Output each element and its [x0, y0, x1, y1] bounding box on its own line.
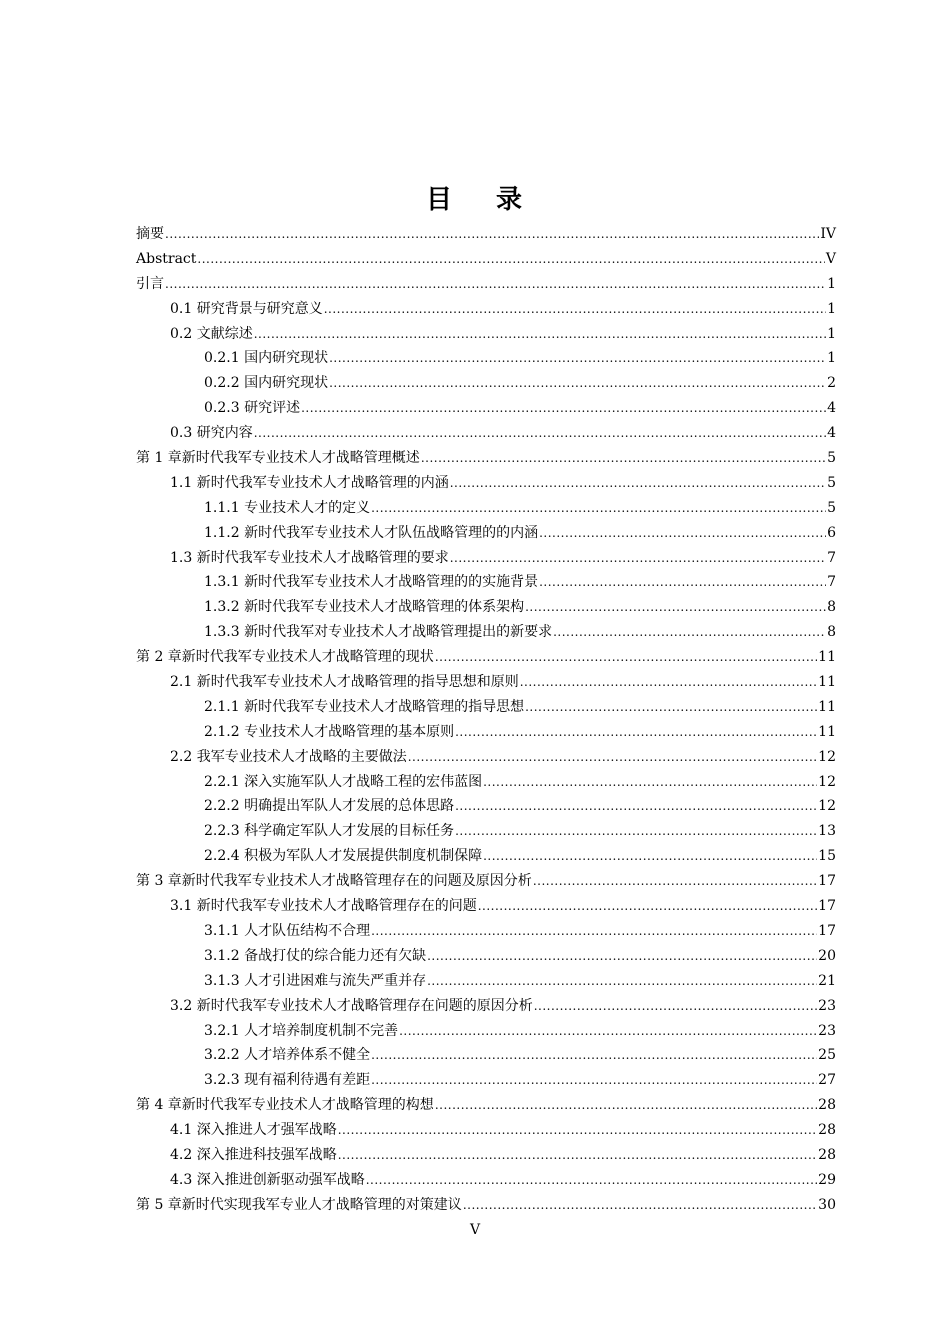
toc-entry-page: 12	[818, 748, 836, 765]
toc-leader-dots	[324, 297, 826, 322]
toc-leader-dots	[165, 272, 826, 297]
toc-entry-label: 3.1.1 人才队伍结构不合理	[204, 922, 371, 939]
toc-leader-dots	[371, 1068, 817, 1093]
toc-entry[interactable]	[136, 745, 836, 770]
toc-entry-label: Abstract	[136, 250, 197, 267]
toc-leader-dots	[338, 1143, 817, 1168]
toc-entry-label: 4.1 深入推进人才强军战略	[170, 1122, 337, 1139]
toc-entry-label: 2.2.1 深入实施军队人才战略工程的宏伟蓝图	[204, 773, 483, 790]
toc-entry-page: 23	[818, 1022, 836, 1039]
toc-entry-label: 第 1 章新时代我军专业技术人才战略管理概述	[136, 450, 420, 467]
toc-entry[interactable]	[136, 396, 836, 421]
toc-entry-page: 23	[818, 997, 836, 1014]
toc-entry-label: 1.1.2 新时代我军专业技术人才队伍战略管理的的内涵	[204, 524, 539, 541]
toc-entry-label: 3.2.3 现有福利待遇有差距	[204, 1072, 371, 1089]
toc-entry-label: 1.1.1 专业技术人才的定义	[204, 499, 371, 516]
toc-entry-page: 2	[827, 375, 836, 392]
toc-entry[interactable]	[136, 1093, 836, 1118]
toc-entry-page: 20	[818, 947, 836, 964]
toc-leader-dots	[525, 595, 826, 620]
toc-entry[interactable]	[136, 770, 836, 795]
toc-entry-label: 0.2 文献综述	[170, 325, 253, 342]
toc-entry[interactable]	[136, 869, 836, 894]
toc-entry[interactable]	[136, 1019, 836, 1044]
toc-entry[interactable]	[136, 222, 836, 247]
toc-entry-page: 30	[818, 1196, 836, 1213]
toc-entry[interactable]	[136, 670, 836, 695]
toc-leader-dots	[165, 222, 819, 247]
toc-entry-label: 0.2.1 国内研究现状	[204, 350, 329, 367]
toc-entry[interactable]	[136, 794, 836, 819]
toc-entry[interactable]	[136, 371, 836, 396]
toc-entry-page: 5	[827, 474, 836, 491]
toc-leader-dots	[371, 919, 817, 944]
toc-entry-page: 12	[818, 798, 836, 815]
toc-leader-dots	[408, 745, 817, 770]
toc-leader-dots	[450, 546, 826, 571]
toc-entry[interactable]	[136, 1118, 836, 1143]
toc-entry-page: 1	[827, 275, 836, 292]
toc-entry[interactable]	[136, 272, 836, 297]
toc-leader-dots	[338, 1118, 817, 1143]
toc-leader-dots	[421, 446, 826, 471]
toc-leader-dots	[520, 670, 817, 695]
toc-entry[interactable]	[136, 521, 836, 546]
toc-entry-page: 27	[818, 1072, 836, 1089]
toc-entry-page: 1	[827, 325, 836, 342]
toc-entry-page: 29	[818, 1171, 836, 1188]
toc-entry[interactable]	[136, 546, 836, 571]
toc-leader-dots	[483, 844, 817, 869]
toc-entry-page: 8	[827, 599, 836, 616]
toc-entry-label: 3.2.1 人才培养制度机制不完善	[204, 1022, 399, 1039]
toc-leader-dots	[525, 695, 817, 720]
toc-entry[interactable]	[136, 421, 836, 446]
toc-entry[interactable]	[136, 446, 836, 471]
toc-entry-page: 17	[818, 898, 836, 915]
toc-entry-page: 15	[818, 848, 836, 865]
toc-entry-label: 第 3 章新时代我军专业技术人才战略管理存在的问题及原因分析	[136, 873, 532, 890]
toc-entry[interactable]	[136, 969, 836, 994]
toc-entry[interactable]	[136, 994, 836, 1019]
toc-leader-dots	[427, 944, 817, 969]
toc-entry[interactable]	[136, 844, 836, 869]
toc-entry-page: 25	[818, 1047, 836, 1064]
toc-entry-label: 2.2.3 科学确定军队人才发展的目标任务	[204, 823, 455, 840]
toc-entry-label: 第 4 章新时代我军专业技术人才战略管理的构想	[136, 1097, 434, 1114]
toc-title-char-1: 目	[425, 185, 454, 215]
toc-entry-page: 4	[827, 425, 836, 442]
toc-title	[0, 180, 950, 220]
toc-entry-page: 28	[818, 1122, 836, 1139]
toc-leader-dots	[435, 1093, 817, 1118]
toc-entry-label: 3.1.2 备战打仗的综合能力还有欠缺	[204, 947, 427, 964]
toc-entry[interactable]	[136, 919, 836, 944]
toc-leader-dots	[254, 322, 826, 347]
toc-leader-dots	[435, 645, 817, 670]
toc-leader-dots	[366, 1168, 817, 1193]
toc-entry[interactable]	[136, 944, 836, 969]
toc-leader-dots	[534, 994, 817, 1019]
toc-leader-dots	[329, 346, 826, 371]
toc-entry-label: 2.1 新时代我军专业技术人才战略管理的指导思想和原则	[170, 674, 519, 691]
toc-entry[interactable]	[136, 297, 836, 322]
toc-leader-dots	[539, 521, 826, 546]
toc-entry-label: 3.1 新时代我军专业技术人才战略管理存在的问题	[170, 898, 477, 915]
toc-leader-dots	[463, 1193, 817, 1218]
toc-entry-label: 2.2.4 积极为军队人才发展提供制度机制保障	[204, 848, 483, 865]
toc-entry-page: 7	[827, 574, 836, 591]
toc-entry[interactable]	[136, 570, 836, 595]
toc-entry-label: 2.2 我军专业技术人才战略的主要做法	[170, 748, 407, 765]
toc-leader-dots	[427, 969, 817, 994]
toc-leader-dots	[478, 894, 817, 919]
toc-leader-dots	[254, 421, 826, 446]
toc-leader-dots	[301, 396, 826, 421]
toc-leader-dots	[483, 770, 817, 795]
toc-entry[interactable]	[136, 595, 836, 620]
page-number: V	[469, 1222, 481, 1238]
toc-entry-label: 2.1.2 专业技术人才战略管理的基本原则	[204, 723, 455, 740]
toc-entry-page: 5	[827, 450, 836, 467]
toc-entry-label: 引言	[136, 275, 164, 292]
toc-leader-dots	[399, 1019, 817, 1044]
toc-entry-label: 1.3.2 新时代我军专业技术人才战略管理的体系架构	[204, 599, 525, 616]
toc-entry-label: 2.1.1 新时代我军专业技术人才战略管理的指导思想	[204, 698, 525, 715]
toc-entry-label: 1.3.3 新时代我军对专业技术人才战略管理提出的新要求	[204, 624, 553, 641]
toc-entry-page: 13	[818, 823, 836, 840]
toc-entry-page: V	[825, 250, 836, 267]
toc-entry[interactable]	[136, 1168, 836, 1193]
toc-title-char-2: 录	[496, 185, 525, 215]
toc-entry-page: IV	[820, 226, 836, 242]
toc-entry-page: 6	[827, 524, 836, 541]
toc-entry-label: 0.2.3 研究评述	[204, 400, 301, 417]
table-of-contents	[136, 222, 836, 1218]
toc-entry-page: 11	[818, 698, 836, 715]
toc-entry[interactable]	[136, 894, 836, 919]
toc-entry-label: 0.3 研究内容	[170, 425, 253, 442]
toc-entry-label: 4.2 深入推进科技强军战略	[170, 1146, 337, 1163]
toc-entry-page: 11	[818, 674, 836, 691]
toc-entry-page: 11	[818, 723, 836, 740]
toc-entry-page: 7	[827, 549, 836, 566]
toc-entry-page: 28	[818, 1146, 836, 1163]
toc-leader-dots	[455, 720, 817, 745]
toc-entry[interactable]	[136, 1143, 836, 1168]
toc-entry[interactable]	[136, 496, 836, 521]
toc-entry[interactable]	[136, 346, 836, 371]
toc-entry-label: 第 2 章新时代我军专业技术人才战略管理的现状	[136, 649, 434, 666]
toc-entry[interactable]	[136, 1068, 836, 1093]
toc-entry[interactable]	[136, 471, 836, 496]
toc-leader-dots	[197, 247, 824, 272]
toc-entry-label: 3.1.3 人才引进困难与流失严重并存	[204, 972, 427, 989]
toc-entry-page: 28	[818, 1097, 836, 1114]
toc-entry-page: 21	[818, 972, 836, 989]
toc-entry[interactable]	[136, 695, 836, 720]
toc-entry[interactable]	[136, 1043, 836, 1068]
toc-entry[interactable]	[136, 1193, 836, 1218]
toc-entry[interactable]	[136, 819, 836, 844]
toc-entry-page: 1	[827, 300, 836, 317]
toc-entry-label: 0.2.2 国内研究现状	[204, 375, 329, 392]
toc-entry[interactable]	[136, 247, 836, 272]
toc-leader-dots	[450, 471, 826, 496]
toc-entry-label: 摘要	[136, 226, 164, 242]
toc-leader-dots	[371, 1043, 817, 1068]
toc-entry-label: 3.2 新时代我军专业技术人才战略管理存在问题的原因分析	[170, 997, 533, 1014]
toc-entry-page: 17	[818, 873, 836, 890]
toc-entry-label: 2.2.2 明确提出军队人才发展的总体思路	[204, 798, 455, 815]
toc-entry-page: 8	[827, 624, 836, 641]
toc-entry[interactable]	[136, 322, 836, 347]
toc-entry-label: 3.2.2 人才培养体系不健全	[204, 1047, 371, 1064]
toc-entry-label: 4.3 深入推进创新驱动强军战略	[170, 1171, 365, 1188]
toc-leader-dots	[553, 620, 826, 645]
toc-entry-page: 5	[827, 499, 836, 516]
toc-entry-page: 4	[827, 400, 836, 417]
toc-leader-dots	[533, 869, 817, 894]
toc-entry-page: 1	[827, 350, 836, 367]
toc-entry-label: 1.3.1 新时代我军专业技术人才战略管理的的实施背景	[204, 574, 539, 591]
toc-entry-label: 第 5 章新时代实现我军专业人才战略管理的对策建议	[136, 1196, 462, 1213]
toc-leader-dots	[371, 496, 826, 521]
toc-entry-page: 11	[818, 649, 836, 666]
toc-entry[interactable]	[136, 720, 836, 745]
toc-entry-label: 1.3 新时代我军专业技术人才战略管理的要求	[170, 549, 449, 566]
toc-entry-label: 1.1 新时代我军专业技术人才战略管理的内涵	[170, 474, 449, 491]
toc-entry-page: 17	[818, 922, 836, 939]
toc-leader-dots	[455, 794, 817, 819]
toc-leader-dots	[455, 819, 817, 844]
toc-leader-dots	[329, 371, 826, 396]
toc-entry-page: 12	[818, 773, 836, 790]
toc-entry-label: 0.1 研究背景与研究意义	[170, 300, 323, 317]
toc-leader-dots	[539, 570, 826, 595]
toc-entry[interactable]	[136, 645, 836, 670]
toc-entry[interactable]	[136, 620, 836, 645]
